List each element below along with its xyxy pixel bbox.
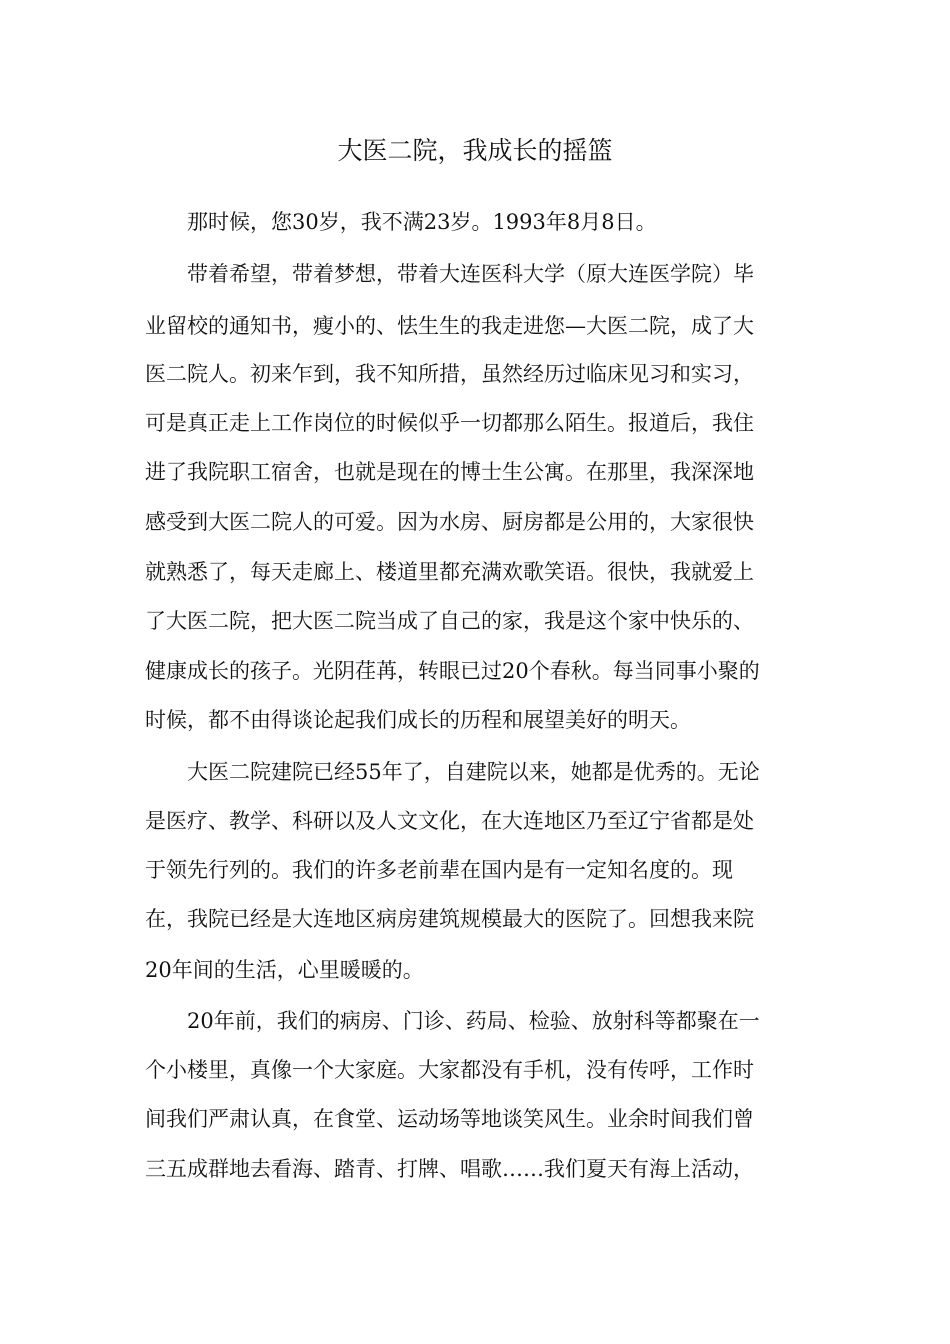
paragraph-4-line-1: 20年前，我们的病房、门诊、药局、检验、放射科等都聚在一 — [187, 1009, 760, 1033]
paragraph-4-line-4: 三五成群地去看海、踏青、打牌、唱歌……我们夏天有海上活动， — [145, 1157, 754, 1181]
document-title: 大医二院，我成长的摇篮 — [337, 136, 613, 165]
paragraph-2-line-6: 感受到大医二院人的可爱。因为水房、厨房都是公用的，大家很快 — [145, 510, 754, 534]
paragraph-3-line-1: 大医二院建院已经55年了，自建院以来，她都是优秀的。无论 — [187, 760, 760, 784]
paragraph-2-line-9: 健康成长的孩子。光阴荏苒，转眼已过20个春秋。每当同事小聚的 — [145, 659, 760, 683]
paragraph-1-line-1: 那时候，您30岁，我不满23岁。1993年8月8日。 — [187, 210, 657, 234]
paragraph-2-line-1: 带着希望，带着梦想，带着大连医科大学（原大连医学院）毕 — [187, 262, 754, 286]
paragraph-4-line-3: 间我们严肃认真，在食堂、运动场等地谈笑风生。业余时间我们曾 — [145, 1107, 754, 1131]
paragraph-3-line-3: 于领先行列的。我们的许多老前辈在国内是有一定知名度的。现 — [145, 858, 733, 882]
paragraph-2-line-10: 时候，都不由得谈论起我们成长的历程和展望美好的明天。 — [145, 708, 691, 732]
paragraph-2-line-8: 了大医二院，把大医二院当成了自己的家，我是这个家中快乐的、 — [145, 609, 754, 633]
paragraph-4-line-2: 个小楼里，真像一个大家庭。大家都没有手机，没有传呼，工作时 — [145, 1058, 754, 1082]
paragraph-2-line-7: 就熟悉了，每天走廊上、楼道里都充满欢歌笑语。很快，我就爱上 — [145, 560, 754, 584]
paragraph-3-line-4: 在，我院已经是大连地区病房建筑规模最大的医院了。回想我来院 — [145, 907, 754, 931]
paragraph-2-line-5: 进了我院职工宿舍，也就是现在的博士生公寓。在那里，我深深地 — [145, 460, 754, 484]
paragraph-3-line-2: 是医疗、教学、科研以及人文文化，在大连地区乃至辽宁省都是处 — [145, 809, 754, 833]
paragraph-3-line-5: 20年间的生活，心里暖暖的。 — [145, 958, 424, 982]
paragraph-2-line-2: 业留校的通知书，瘦小的、怯生生的我走进您—大医二院，成了大 — [145, 314, 754, 338]
paragraph-2-line-4: 可是真正走上工作岗位的时候似乎一切都那么陌生。报道后，我住 — [145, 411, 754, 435]
paragraph-2-line-3: 医二院人。初来乍到，我不知所措，虽然经历过临床见习和实习， — [145, 362, 754, 386]
